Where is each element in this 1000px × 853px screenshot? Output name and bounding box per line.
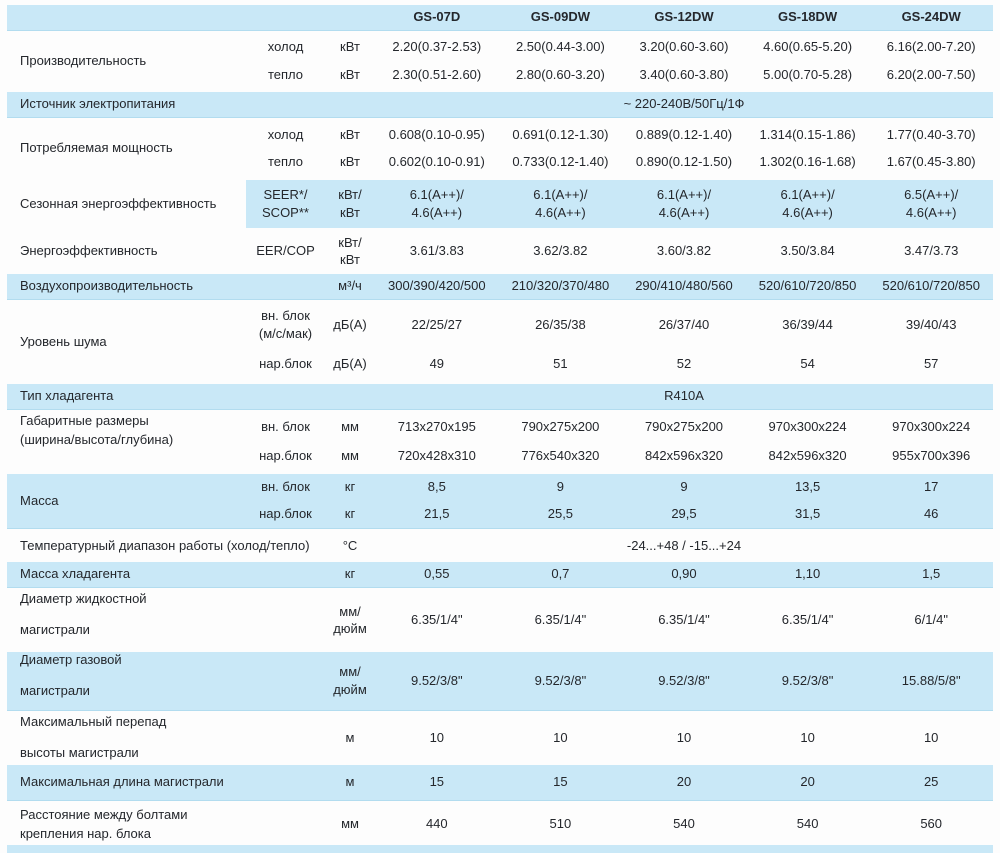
model-header: GS-18DW — [777, 9, 838, 25]
row-label: Уровень шума — [20, 333, 107, 349]
row-dimensions — [7, 413, 993, 471]
value-cell: 290/410/480/560 — [635, 278, 733, 294]
value-cell: -24...+48 / -15...+24 — [626, 537, 742, 553]
value-cell: 842x596x320 — [644, 448, 724, 464]
row-refrigerant-mass — [7, 562, 993, 588]
value-cell: 9.52/3/8" — [781, 672, 834, 688]
value-cell: 20 — [676, 774, 692, 790]
value-cell: 790x275x200 — [521, 419, 600, 435]
value-line1: 6.1(A++)/ — [409, 187, 464, 203]
unit-line1: кВт/ — [338, 234, 362, 250]
unit-cell: кВт — [340, 154, 360, 170]
row-max-drop — [7, 714, 993, 762]
value-cell: 1.67(0.45-3.80) — [886, 154, 976, 170]
unit-cell — [325, 652, 375, 710]
value-cell: ~ 220-240В/50Гц/1Ф — [623, 96, 745, 112]
value-cell: 10 — [923, 729, 939, 745]
unit-cell: мм — [341, 419, 359, 435]
value-cell: 1,10 — [794, 566, 821, 582]
value-cell — [622, 180, 746, 228]
value-cell: 720x428x310 — [397, 448, 476, 464]
value-cell: 0.602(0.10-0.91) — [388, 154, 485, 170]
value-line2: 4.6(A++) — [782, 204, 833, 220]
value-cell: 15 — [553, 774, 568, 790]
value-cell: 970x300x224 — [768, 419, 847, 435]
model-header: GS-12DW — [654, 9, 714, 25]
value-cell: 1.77(0.40-3.70) — [886, 126, 976, 142]
row-label-line2: (ширина/высота/глубина) — [20, 432, 174, 448]
row-gas-line — [7, 652, 993, 711]
value-cell: 6.35/1/4" — [781, 612, 834, 628]
value-cell: 49 — [429, 355, 445, 371]
unit-cell: м — [345, 774, 355, 790]
value-cell: 3.50/3.84 — [780, 243, 835, 259]
bottom-row-strip — [7, 845, 993, 853]
model-header: GS-07D — [413, 9, 461, 25]
value-cell: 0,90 — [671, 566, 697, 582]
unit-cell: дБ(А) — [333, 316, 367, 332]
value-cell — [746, 180, 870, 228]
value-cell: 1.314(0.15-1.86) — [759, 126, 856, 142]
value-cell: 520/610/720/850 — [882, 278, 980, 294]
value-cell: 0,7 — [551, 566, 570, 582]
value-cell: 970x300x224 — [892, 419, 971, 435]
value-cell: 25,5 — [547, 506, 574, 522]
unit-cell: кВт — [340, 126, 360, 142]
row-label-line1: Расстояние между болтами — [20, 806, 188, 822]
unit-cell: м — [345, 729, 355, 745]
value-cell: 17 — [923, 479, 939, 495]
row-label: Температурный диапазон работы (холод/тепло) — [20, 537, 310, 553]
value-cell: 52 — [676, 355, 692, 371]
sub-label — [246, 591, 325, 650]
row-label-line2: высоты магистрали — [20, 745, 139, 761]
sub-label: EER/COP — [256, 243, 315, 259]
value-cell: 10 — [800, 729, 815, 745]
row-eer — [7, 232, 993, 271]
sub-label: холод — [267, 38, 304, 54]
value-cell: 6.35/1/4" — [658, 612, 710, 628]
row-airflow — [7, 274, 993, 300]
row-label-line1: Диаметр газовой — [20, 652, 122, 667]
value-line2: 4.6(A++) — [658, 204, 710, 220]
sub-label: нар.блок — [259, 448, 312, 464]
value-cell: 300/390/420/500 — [387, 278, 486, 294]
value-cell: 560 — [920, 816, 943, 832]
unit-cell: дБ(А) — [333, 355, 367, 371]
value-cell: 10 — [553, 729, 568, 745]
value-cell: 3.20(0.60-3.60) — [639, 38, 729, 54]
value-cell: 0.890(0.12-1.50) — [635, 154, 733, 170]
sub-label-line1: вн. блок — [261, 308, 310, 324]
value-cell: 6.35/1/4" — [410, 612, 463, 628]
row-label: Потребляемая мощность — [20, 140, 173, 156]
row-label-line2: крепления нар. блока — [20, 826, 151, 841]
row-label-line2: магистрали — [20, 622, 90, 638]
value-cell: 790x275x200 — [644, 419, 724, 435]
value-cell: 54 — [800, 355, 815, 371]
sub-label — [246, 303, 325, 347]
unit-cell — [325, 591, 375, 650]
row-power-source — [7, 92, 993, 118]
value-cell: 26/37/40 — [658, 316, 710, 332]
row-label — [7, 652, 246, 710]
value-cell: 0.733(0.12-1.40) — [512, 154, 609, 170]
value-cell: 13,5 — [794, 479, 821, 495]
value-line1: 6.5(A++)/ — [904, 187, 959, 203]
row-refrigerant — [7, 384, 993, 410]
value-cell: 5.00(0.70-5.28) — [763, 66, 853, 82]
value-cell: 776x540x320 — [521, 448, 600, 464]
unit-cell: кг — [344, 479, 356, 495]
value-cell: 4.60(0.65-5.20) — [763, 38, 853, 54]
row-liquid-line — [7, 591, 993, 650]
unit-cell: м³/ч — [338, 278, 362, 294]
sub-label: тепло — [267, 66, 304, 82]
unit-cell: кВт — [340, 66, 360, 82]
sub-label: нар.блок — [259, 506, 312, 522]
value-cell: 210/320/370/480 — [511, 278, 610, 294]
row-label: Производительность — [20, 52, 147, 68]
sub-label — [246, 714, 325, 762]
sub-label: тепло — [267, 154, 304, 170]
value-cell: 57 — [923, 355, 939, 371]
unit-line1: кВт/ — [338, 187, 362, 203]
row-noise — [7, 303, 993, 381]
unit-cell: мм — [341, 816, 359, 832]
value-cell: 20 — [800, 774, 815, 790]
value-cell: 540 — [673, 816, 695, 832]
value-cell: 1.302(0.16-1.68) — [759, 154, 856, 170]
value-cell: 3.62/3.82 — [533, 243, 588, 259]
row-label-line1: Максимальный перепад — [20, 714, 167, 729]
value-cell: 15 — [429, 774, 445, 790]
unit-line2: кВт — [340, 252, 360, 267]
value-cell: 9 — [556, 479, 564, 495]
value-cell: 26/35/38 — [535, 316, 586, 332]
sub-label — [246, 652, 325, 710]
value-cell: 2.30(0.51-2.60) — [392, 66, 482, 82]
row-label: Тип хладагента — [20, 388, 114, 404]
row-power-input — [7, 121, 993, 176]
value-cell: 6/1/4" — [914, 612, 948, 628]
unit-line2: кВт — [340, 204, 360, 220]
value-cell: 2.20(0.37-2.53) — [392, 38, 482, 54]
value-cell: 10 — [676, 729, 692, 745]
value-cell: 8,5 — [427, 479, 446, 495]
value-cell: 3.47/3.73 — [904, 243, 959, 259]
row-temp-range — [7, 532, 993, 560]
value-cell: 21,5 — [424, 506, 450, 522]
value-cell: 955x700x396 — [892, 448, 971, 464]
value-cell: 31,5 — [794, 506, 821, 522]
row-label: Источник электропитания — [20, 96, 176, 112]
value-cell: 9.52/3/8" — [410, 672, 463, 688]
value-cell: 520/610/720/850 — [758, 278, 857, 294]
unit-line2: дюйм — [333, 681, 367, 697]
value-cell: 51 — [553, 355, 568, 371]
value-line1: 6.1(A++)/ — [656, 187, 712, 203]
value-cell: 713x270x195 — [397, 419, 476, 435]
unit-line2: дюйм — [333, 621, 367, 636]
value-cell: 39/40/43 — [905, 316, 957, 332]
sub-label — [246, 180, 325, 228]
sub-label — [246, 804, 325, 845]
row-mass — [7, 474, 993, 529]
row-label — [7, 591, 246, 650]
row-label-line1: Габаритные размеры — [20, 413, 149, 428]
unit-cell — [325, 180, 375, 228]
value-cell: 9.52/3/8" — [534, 672, 587, 688]
row-max-length — [7, 765, 993, 801]
unit-cell: мм — [341, 448, 359, 464]
value-cell: 6.35/1/4" — [534, 612, 587, 628]
sub-label: вн. блок — [261, 479, 310, 495]
row-label: Сезонная энергоэффективность — [20, 195, 217, 211]
header-empty-cell — [7, 5, 375, 30]
value-cell — [499, 180, 623, 228]
value-cell: 46 — [923, 506, 939, 522]
sub-label-line1: SEER*/ — [263, 187, 308, 203]
value-cell: 540 — [796, 816, 819, 832]
unit-cell: °С — [342, 537, 358, 553]
value-cell: 9.52/3/8" — [658, 672, 710, 688]
sub-label: вн. блок — [261, 419, 310, 435]
value-cell: 29,5 — [671, 506, 697, 522]
value-cell: 0.691(0.12-1.30) — [512, 126, 609, 142]
value-cell: 0.608(0.10-0.95) — [388, 126, 485, 142]
value-cell: 0.889(0.12-1.40) — [635, 126, 733, 142]
model-header: GS-24DW — [901, 9, 961, 25]
sub-label-line2: SCOP** — [262, 204, 309, 220]
value-cell — [375, 180, 499, 228]
value-cell: 510 — [549, 816, 572, 832]
value-line1: 6.1(A++)/ — [533, 187, 588, 203]
value-cell: 15.88/5/8" — [901, 672, 961, 688]
value-cell: 3.40(0.60-3.80) — [639, 66, 729, 82]
sub-label-line2: (м/с/мак) — [258, 325, 313, 341]
value-cell: 25 — [923, 774, 939, 790]
row-label: Максимальная длина магистрали — [20, 774, 224, 790]
value-cell: 3.61/3.83 — [409, 243, 464, 259]
value-cell — [869, 180, 993, 228]
value-line2: 4.6(A++) — [535, 204, 586, 220]
value-cell: 0,55 — [424, 566, 450, 582]
row-seasonal — [7, 180, 993, 228]
row-label-line1: Диаметр жидкостной — [20, 591, 147, 606]
row-label — [7, 804, 246, 845]
unit-cell — [325, 232, 375, 271]
value-line2: 4.6(A++) — [411, 204, 463, 220]
row-label: Масса хладагента — [20, 566, 131, 582]
row-label: Воздухопроизводительность — [20, 278, 193, 294]
value-cell: 22/25/27 — [411, 316, 463, 332]
model-header: GS-09DW — [530, 9, 590, 25]
row-label: Энергоэффективность — [20, 243, 158, 259]
header-row — [7, 5, 993, 31]
row-label — [7, 714, 246, 762]
value-cell: 3.60/3.82 — [656, 243, 712, 259]
value-cell: R410A — [664, 388, 704, 404]
row-label: Масса — [20, 492, 59, 508]
row-label-line2: магистрали — [20, 683, 90, 699]
value-cell: 9 — [680, 479, 688, 495]
value-cell: 2.80(0.60-3.20) — [515, 66, 605, 82]
value-cell: 6.16(2.00-7.20) — [886, 38, 976, 54]
row-capacity — [7, 33, 993, 89]
value-cell: 440 — [425, 816, 448, 832]
value-cell: 2.50(0.44-3.00) — [515, 38, 605, 54]
row-label — [7, 413, 246, 471]
value-cell: 10 — [429, 729, 445, 745]
unit-cell: кг — [344, 506, 356, 522]
sub-label: нар.блок — [259, 355, 312, 371]
value-cell: 6.20(2.00-7.50) — [886, 66, 976, 82]
value-cell: 1,5 — [922, 566, 941, 582]
row-bolt-distance — [7, 804, 993, 845]
spec-table — [7, 5, 993, 853]
unit-line1: мм/ — [339, 603, 361, 619]
unit-cell: кг — [344, 566, 356, 582]
value-line2: 4.6(A++) — [905, 204, 957, 220]
value-cell: 36/39/44 — [782, 316, 833, 332]
unit-cell: кВт — [340, 38, 360, 54]
value-line1: 6.1(A++)/ — [780, 187, 835, 203]
unit-line1: мм/ — [339, 664, 361, 680]
value-cell: 842x596x320 — [768, 448, 847, 464]
sub-label: холод — [267, 126, 304, 142]
